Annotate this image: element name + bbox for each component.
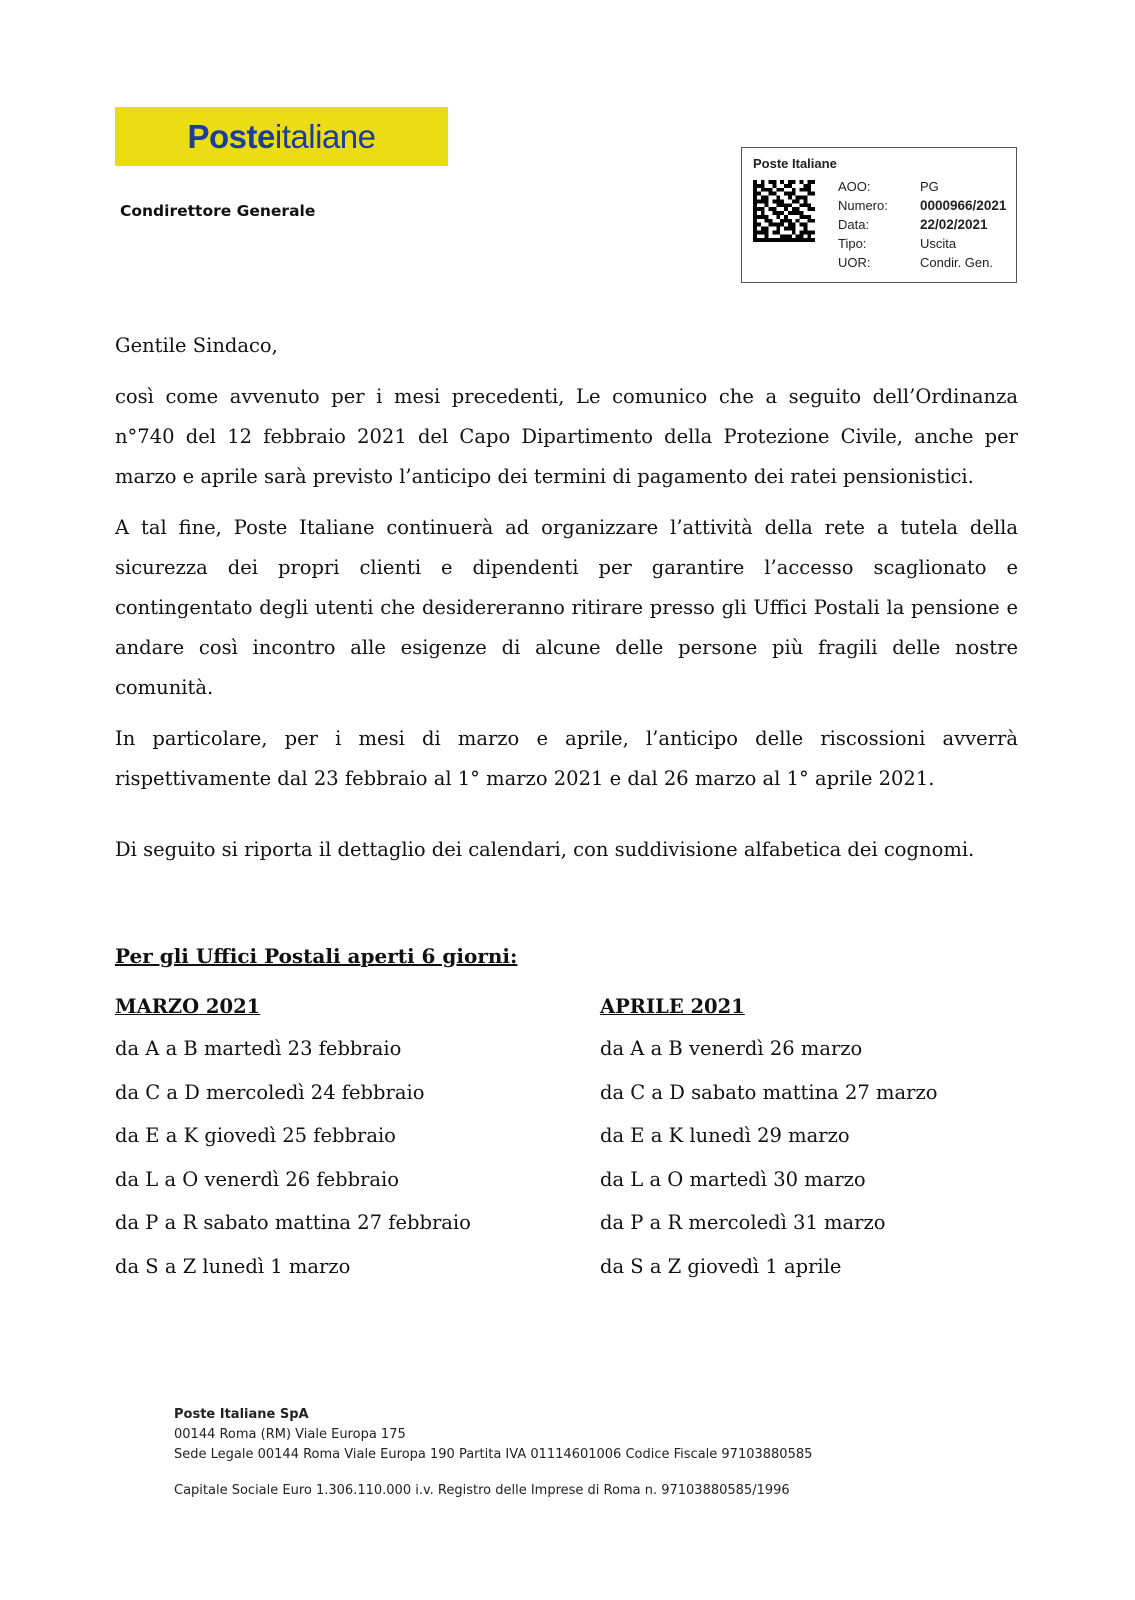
stamp-field-tipo: Tipo: Uscita: [838, 236, 957, 251]
calendar-month-title: APRILE 2021: [600, 995, 745, 1018]
paragraph-calendar-intro: Di seguito si riporta il dettaglio dei calendari, con suddivisione alfabetica dei cognomi.: [115, 838, 975, 861]
company-footer: [174, 1407, 812, 1503]
logo-part-italiane: italiane: [274, 117, 376, 155]
stamp-field-data: Data: 22/02/2021: [838, 217, 988, 232]
datamatrix-barcode-icon: [753, 180, 815, 242]
calendar-entry: da E a K lunedì 29 marzo: [600, 1124, 850, 1147]
protocol-stamp: [741, 147, 1017, 283]
paragraph-dates: In particolare, per i mesi di marzo e aprile, l’anticipo delle riscossioni avverrà rispettivamente dal 23 febbraio al 1° marzo 2021 e dal 26 marzo al 1° aprile 2021.: [115, 727, 1018, 790]
calendar-month-title: MARZO 2021: [115, 995, 261, 1018]
calendar-entry: da L a O venerdì 26 febbraio: [115, 1167, 400, 1191]
calendar-entry: da A a B martedì 23 febbraio: [115, 1037, 402, 1060]
calendar-entry: da P a R mercoledì 31 marzo: [600, 1211, 886, 1234]
paragraph-ordinance: così come avvenuto per i mesi precedenti, Le comunico che a seguito dell’Ordinanza n°740 del 12 febbraio 2021 del Capo Dipartimento della Protezione Civile, anche per marzo e aprile sarà previsto l’anticipo dei termini di pagamento dei ratei pensionistici.: [115, 385, 1018, 488]
calendar-entry: da A a B venerdì 26 marzo: [600, 1037, 863, 1060]
footer-address: 00144 Roma (RM) Viale Europa 175: [174, 1427, 406, 1442]
logo-part-poste: Poste: [187, 117, 275, 155]
calendar-entry: da S a Z lunedì 1 marzo: [115, 1254, 351, 1278]
footer-company-name: Poste Italiane SpA: [174, 1407, 309, 1422]
paragraph-organization: A tal fine, Poste Italiane continuerà ad organizzare l’attività della rete a tutela della sicurezza dei propri clienti e dipendenti per garantire l’accesso scaglionato e contingentato degli utenti che desidereranno ritirare presso gli Uffici Postali la pensione e andare così incontro alle esigenze di alcune delle persone più fragili delle nostre comunità.: [115, 516, 1018, 699]
calendar-entry: da C a D sabato mattina 27 marzo: [600, 1080, 938, 1104]
stamp-title: Poste Italiane: [753, 156, 837, 171]
calendar-entry: da C a D mercoledì 24 febbraio: [115, 1080, 425, 1104]
calendar-entry: da P a R sabato mattina 27 febbraio: [115, 1211, 471, 1234]
schedule-section-title: Per gli Uffici Postali aperti 6 giorni:: [115, 944, 518, 968]
footer-capital-info: Capitale Sociale Euro 1.306.110.000 i.v. Registro delle Imprese di Roma n. 97103880585/1996: [174, 1483, 790, 1498]
calendar-april: [600, 995, 937, 1300]
calendar-entry: da L a O martedì 30 marzo: [600, 1167, 866, 1191]
stamp-field-numero: Numero: 0000966/2021: [838, 198, 1007, 213]
stamp-field-aoo: AOO: PG: [838, 179, 939, 194]
greeting: Gentile Sindaco,: [115, 334, 278, 357]
stamp-fields: [838, 179, 1006, 274]
footer-legal-info: Sede Legale 00144 Roma Viale Europa 190 Partita IVA 01114601006 Codice Fiscale 97103880585: [174, 1447, 813, 1462]
poste-italiane-logo: [115, 107, 448, 166]
calendar-march: [115, 995, 471, 1300]
calendar-entry: da E a K giovedì 25 febbraio: [115, 1124, 396, 1147]
department-label: Condirettore Generale: [120, 202, 316, 220]
stamp-field-uor: UOR: Condir. Gen.: [838, 255, 993, 270]
calendar-entry: da S a Z giovedì 1 aprile: [600, 1254, 842, 1278]
